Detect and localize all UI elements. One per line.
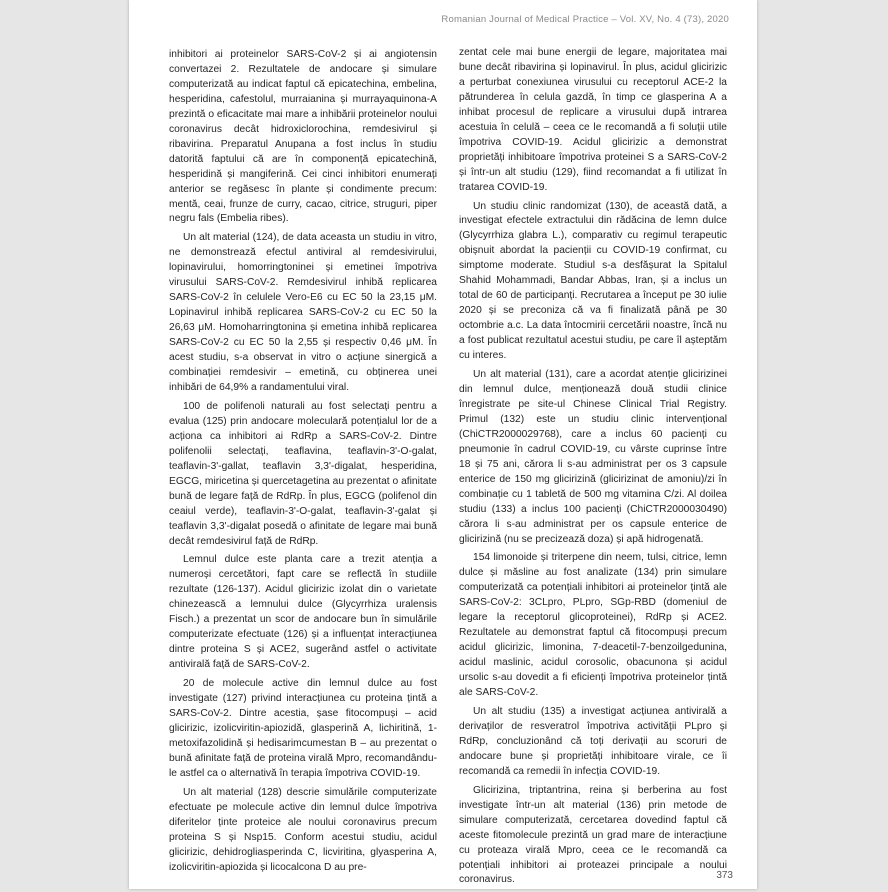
paragraph: inhibitori ai proteinelor SARS-CoV-2 și ai angiotensin convertazei 2. Rezultatele de andocare și simulare computerizată au indicat faptul că epicatechina, embelina, hesperidina, cafestolul, murraianina și murrayaquinona-A prezintă o eficacitate mai mare a inhibării proteinelor noului coronavirus decât hidroxiclorochina, remdesivirul și ribavirina. Preparatul Anupana a fost inclus în studiu datorită faptului că are în componență epicatechină, hesperidină și mangiferină. Cei cinci inhibitori enumerați anterior se regăsesc în plante și condimente precum: mentă, ceai, frunze de curry, cacao, citrice, struguri, piper negru fals (Embelia ribes).	[169, 49, 437, 225]
paragraph: 20 de molecule active din lemnul dulce au fost investigate (127) privind interacțiunea cu proteina țintă a SARS-CoV-2. Dintre acestia, șase fitocompuși – acid glicirizic, izolicviritin-apiozidă, glasperină A, lichiritină, 1-metoxifazolidină și hedisarimcumestan B – au prezentat o bună afinitate față de proteina virală Mpro, recomandându-le astfel ca o alternativă în terapia împotriva COVID-19.	[169, 678, 437, 779]
paragraph: 100 de polifenoli naturali au fost selectați pentru a evalua (125) prin andocare moleculară potențialul lor de a acționa ca inhibitori ai RdRp a SARS-CoV-2. Dintre polifenolii selectați, teaflavina, teaflavin-3'-O-galat, teaflavin-3'-gallat, teaflavin 3,3'-digalat, hesperidina, EGCG, miricetina și quercetagetina au prezentat o afinitate bună de legare față de RdRp. În plus, EGCG (polifenol din ceaiul verde), teaflavin-3'-O-galat, teaflavin-3'-galat și teaflavin 3,3'-digalat posedă o afinitate de legare mai bună decât remdesivirul față de RdRp.	[169, 400, 437, 547]
paragraph: Glicirizina, triptantrina, reina și berberina au fost investigate într-un alt material (136) prin metode de simulare computerizată, cercetarea dovedind faptul că aceste fitomolecule prezintă un grad mare de interacțiune cu proteaza virală Mpro, ceea ce le recomandă ca potențiali inhibitori ai proteazei principale a noului coronavirus.	[459, 784, 727, 886]
paragraph: Un alt studiu (135) a investigat acțiunea antivirală a derivaților de resveratrol împotriva activității PLpro și RdRp, concluzionând că toți derivații au scoruri de andocare bune și proprietăți inhibitoare virale, ce îi recomandă ca remedii în infecția COVID-19.	[459, 705, 727, 777]
running-head: Romanian Journal of Medical Practice – Vol. XV, No. 4 (73), 2020	[441, 14, 729, 25]
journal-page	[129, 0, 757, 889]
paragraph: Un studiu clinic randomizat (130), de această dată, a investigat efectele extractului din rădăcina de lemn dulce (Glycyrrhiza glabra L.), comparativ cu regimul terapeutic obișnuit abordat la pacienții cu COVID-19 confirmat, cu simptome moderate. Studiul s-a desfășurat la Spitalul Shahid Mohammadi, Bandar Abbas, Iran, și a inclus un total de 60 de participanți. Recrutarea a început pe 30 iulie 2020 și se preconiza că va fi finalizată până pe 30 octombrie a.c. La data întocmirii cercetării noastre, încă nu a fost publicat rezultatul acestui studiu, pe care îl așteptăm cu interes.	[459, 200, 727, 362]
paragraph: zentat cele mai bune energii de legare, majoritatea mai bune decât ribavirina și lopinavirul. În plus, acidul glicirizic a perturbat conexiunea virusului cu receptorul ACE-2 la pătrunderea în celula gazdă, în timp ce glasperina A a inhibat procesul de replicare a virusului după intrarea acestuia în celulă – ceea ce le recomandă a fi soluții utile împotriva COVID-19. Acidul glicirizic a demonstrat proprietăți inhibitoare împotriva proteinei S a SARS-CoV-2 și într-un alt studiu (129), fiind recomandat a fi utilizat în tratarea COVID-19.	[459, 47, 727, 193]
paragraph: Un alt material (128) descrie simulările computerizate efectuate pe molecule active din lemnul dulce împotriva diferitelor ținte proteice ale noului coronavirus precum proteina S și Nsp15. Conform acestui studiu, acidul glicirizic, dehidrogliasperinda C, licviritina, glyasperina A, izolicviritin-apiozida și licocalcona D au pre-	[169, 786, 437, 873]
right-column	[459, 46, 727, 892]
left-column	[169, 48, 437, 879]
page-number: 373	[716, 870, 733, 881]
paragraph: Un alt material (124), de data aceasta un studiu in vitro, ne demonstrează efectul antiviral al remdesivirului, lopinavirului, homorringtoninei și emetinei împotriva virusului SARS-CoV-2. Remdesivirul inhibă replicarea SARS-CoV-2 în celulele Vero-E6 cu EC 50 la 23,15 μM. Lopinavirul inhibă replicarea SARS-CoV-2 cu EC 50 la 26,63 μM. Homoharringtonina și emetina inhibă replicarea SARS-CoV-2 cu EC 50 la 2,55 și respectiv 0,46 μM. În acest studiu, s-a observat in vitro o acțiune sinergică a combinației remdesivir – emetină, cu obținerea unei inhibări de 64,9% a randamentului viral.	[169, 232, 437, 393]
paragraph: Un alt material (131), care a acordat atenție glicirizinei din lemnul dulce, menționează două studii clinice înregistrate pe site-ul Chinese Clinical Trial Registry. Primul (132) este un studiu clinic intervențional (ChiCTR2000029768), care a inclus 60 pacienți cu pneumonie în cadrul COVID-19, cu vârste cuprinse între 18 și 75 ani, cărora li s-au administrat per os 3 capsule enterice de 150 mg glicirizină (glicirizinat de amoniu)/zi în combinație cu 1 tabletă de 500 mg vitamina C/zi. Al doilea studiu (133) a inclus 100 pacienți (ChiCTR2000030490) cărora li s-au administrat per os capsule enterice de glicirizină (nu se precizează doza) și apă hidrogenată.	[459, 369, 727, 545]
paragraph: Lemnul dulce este planta care a trezit atenția a numeroși cercetători, fapt care se reflectă în studiile rezultate (126-137). Acidul glicirizic izolat din o varietate chinezească a lemnului dulce (Glycyrrhiza uralensis Fisch.) a prezentat un scor de andocare bun în simulările computerizate efectuate (126) și a influențat interacțiunea dintre proteina S și ACE2, sugerând astfel o activitate antivirală față de SARS-CoV-2.	[169, 554, 437, 671]
paragraph: 154 limonoide și triterpene din neem, tulsi, citrice, lemn dulce și măsline au fost analizate (134) prin simulare computerizată ca potențiali inhibitori ai proteinelor țintă ale SARS-CoV-2: 3CLpro, PLpro, SGp-RBD (domeniul de legare la receptorul glicoproteinei), RdRp și ACE2. Rezultatele au demonstrat faptul că fitocompuși precum acidul glicirizic, limonina, 7-deacetil-7-benzoilgedunina, acidul maslinic, acidul corosolic, obacunona și acidul ursolic s-au dovedit a fi eficienți împotriva proteinelor țintă ale SARS-CoV-2.	[459, 552, 727, 699]
